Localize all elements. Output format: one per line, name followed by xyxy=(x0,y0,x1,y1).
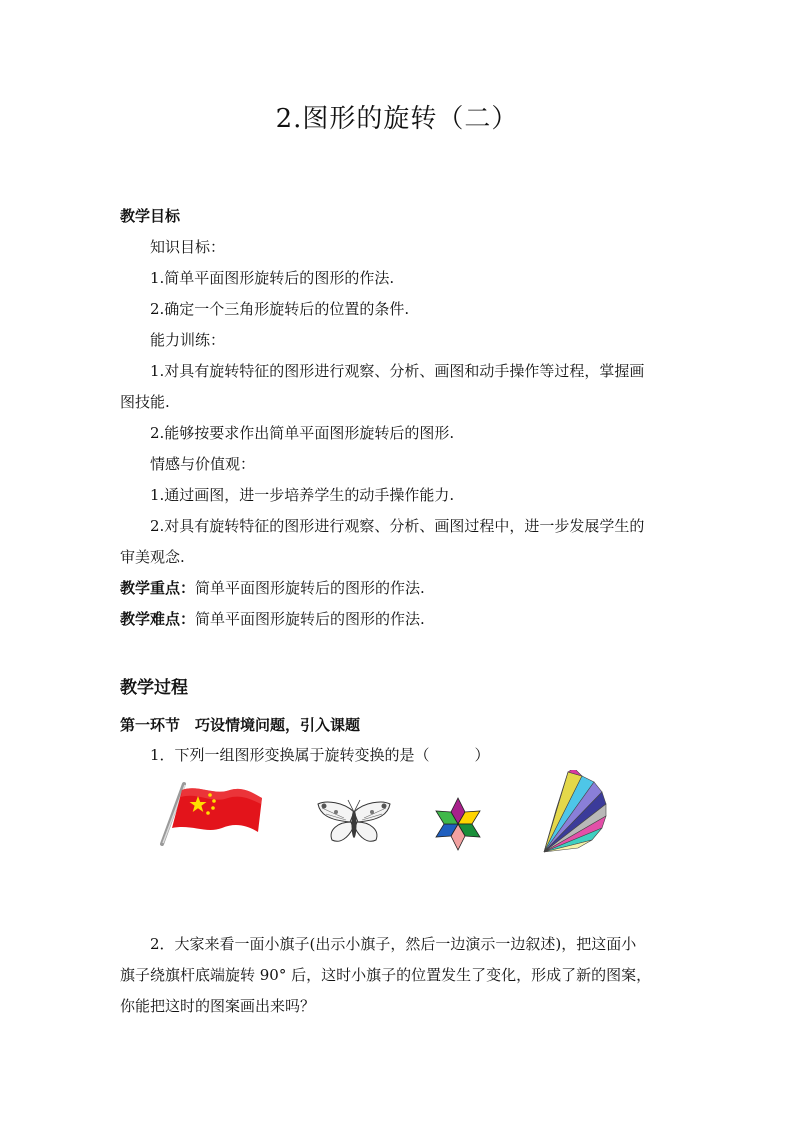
hexagram-image xyxy=(428,792,488,856)
emotion-item-1: 1.通过画图，进一步培养学生的动手操作能力. xyxy=(150,486,455,504)
emotion-item-2: 2.对具有旋转特征的图形进行观察、分析、画图过程中，进一步发展学生的 xyxy=(150,517,645,535)
flag-small-star-4 xyxy=(206,811,210,815)
key-point-label: 教学重点： xyxy=(120,579,196,597)
butterfly-body xyxy=(352,810,357,838)
flag-small-star-3 xyxy=(211,806,215,810)
emotion-label: 情感与价值观： xyxy=(150,455,256,473)
knowledge-label: 知识目标： xyxy=(150,238,226,256)
key-point xyxy=(120,578,425,598)
question-2-cont-2: 你能把这时的图案画出来吗？ xyxy=(120,997,316,1015)
butterfly-spot-1 xyxy=(322,804,327,809)
fan-image xyxy=(538,770,612,856)
ability-item-2: 2.能够按要求作出简单平面图形旋转后的图形. xyxy=(150,424,455,442)
ability-label: 能力训练： xyxy=(150,331,226,349)
butterfly-left-hindwing xyxy=(331,822,353,841)
butterfly-image xyxy=(314,798,394,848)
knowledge-item-1: 1.简单平面图形旋转后的图形的作法. xyxy=(150,269,395,287)
question-1: 1．下列一组图形变换属于旋转变换的是（ ） xyxy=(150,746,490,764)
ability-item-1: 1.对具有旋转特征的图形进行观察、分析、画图和动手操作等过程，掌握画 xyxy=(150,362,645,380)
butterfly-spot-2 xyxy=(382,804,387,809)
page-title: 2.图形的旋转（二） xyxy=(275,104,519,134)
difficult-point-label: 教学难点： xyxy=(120,610,196,628)
knowledge-item-2: 2.确定一个三角形旋转后的位置的条件. xyxy=(150,300,410,318)
key-point-text: 简单平面图形旋转后的图形的作法. xyxy=(195,579,425,597)
question-2: 2．大家来看一面小旗子(出示小旗子，然后一边演示一边叙述)，把这面小 xyxy=(150,935,637,953)
ability-item-1-cont: 图技能. xyxy=(120,393,170,411)
difficult-point-text: 简单平面图形旋转后的图形的作法. xyxy=(195,610,425,628)
process-heading: 教学过程 xyxy=(120,678,188,698)
question-2-cont-1: 旗子绕旗杆底端旋转 90° 后，这时小旗子的位置发生了变化，形成了新的图案， xyxy=(120,966,652,984)
emotion-item-2-cont: 审美观念. xyxy=(120,548,185,566)
flag-small-star-2 xyxy=(212,799,216,803)
section1-heading: 第一环节 巧设情境问题，引入课题 xyxy=(120,716,361,734)
difficult-point xyxy=(120,609,425,629)
objectives-heading: 教学目标 xyxy=(120,207,181,225)
flag-small-star-1 xyxy=(208,793,212,797)
flag-image xyxy=(158,780,266,848)
butterfly-right-hindwing xyxy=(355,822,377,841)
